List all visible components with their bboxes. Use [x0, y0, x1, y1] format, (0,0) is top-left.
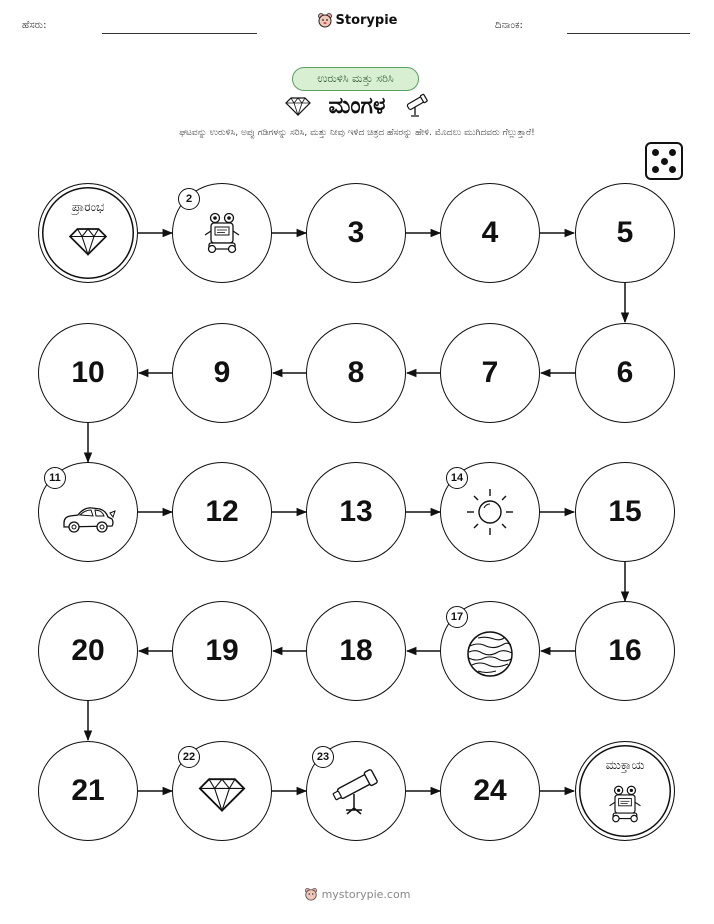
diamond-icon: [68, 226, 108, 256]
cell-number: 3: [347, 216, 365, 249]
cell-number: 7: [481, 356, 499, 389]
cell-number: 19: [205, 634, 239, 667]
board-cell-5[interactable]: [575, 183, 675, 283]
board-cell-23[interactable]: [306, 741, 406, 841]
cell-number: 20: [71, 634, 105, 667]
start-label: ಪ್ರಾರಂಭ: [71, 200, 105, 214]
board-cell-finish[interactable]: [575, 741, 675, 841]
board-cell-19[interactable]: [172, 601, 272, 701]
robot-icon: [200, 211, 244, 255]
board-cell-2[interactable]: [172, 183, 272, 283]
page-title: ಮಂಗಳ: [328, 93, 386, 119]
board-cell-start[interactable]: [38, 183, 138, 283]
board-cell-22[interactable]: [172, 741, 272, 841]
cell-number: 24: [473, 774, 507, 807]
cell-number: 21: [71, 774, 105, 807]
board-cell-4[interactable]: [440, 183, 540, 283]
board-cell-9[interactable]: [172, 323, 272, 423]
cell-badge: 11: [44, 467, 66, 489]
board-cell-21[interactable]: [38, 741, 138, 841]
car-icon: [60, 503, 116, 535]
game-subtitle: ಉರುಳಿಸಿ ಮತ್ತು ಸರಿಸಿ: [292, 67, 419, 91]
cell-number: 12: [205, 495, 239, 528]
cell-number: 4: [481, 216, 499, 249]
footer: [0, 887, 714, 904]
instructions: ಘಟವನ್ನು ಉರುಳಿಸಿ, ಅಪ್ಪು ಗಡಿಗಳನ್ನು ಸರಿಸಿ, ಮತ್ತು ನೀವು ಇಳಿದ ಚಿತ್ರದ ಹೆಸರನ್ನು ಹೇಳಿ. ಮೊದಲು ಮುಗಿದವರು ಗೆಲ್ಲುತ್ತಾರೆ!: [179, 128, 535, 138]
board-cell-11[interactable]: [38, 462, 138, 562]
cell-number: 10: [71, 356, 105, 389]
storypie-logo-icon: [304, 887, 318, 901]
board-cell-6[interactable]: [575, 323, 675, 423]
name-label: ಹೆಸರು:: [22, 20, 47, 31]
cell-badge: 17: [446, 606, 468, 628]
finish-label: ಮುಕ್ತಾಯ: [605, 758, 645, 772]
sun-icon: [463, 485, 517, 539]
date-label: ದಿನಾಂಕ:: [495, 20, 523, 31]
cell-badge: 2: [178, 188, 200, 210]
board-cell-10[interactable]: [38, 323, 138, 423]
planet-icon: [464, 628, 516, 680]
cell-number: 18: [339, 634, 373, 667]
board-cell-12[interactable]: [172, 462, 272, 562]
cell-number: 6: [616, 356, 634, 389]
telescope-icon: [329, 768, 383, 818]
cell-number: 9: [213, 356, 231, 389]
board-cell-18[interactable]: [306, 601, 406, 701]
board-cell-8[interactable]: [306, 323, 406, 423]
cell-badge: 14: [446, 467, 468, 489]
cell-badge: 22: [178, 746, 200, 768]
footer-site[interactable]: mystorypie.com: [321, 887, 411, 901]
board-cell-20[interactable]: [38, 601, 138, 701]
board-cell-3[interactable]: [306, 183, 406, 283]
cell-number: 8: [347, 356, 365, 389]
robot-icon: [605, 784, 645, 824]
cell-number: 13: [339, 495, 373, 528]
cell-number: 15: [608, 495, 642, 528]
board-cell-16[interactable]: [575, 601, 675, 701]
board-cell-17[interactable]: [440, 601, 540, 701]
cell-number: 16: [608, 634, 642, 667]
board-cell-24[interactable]: [440, 741, 540, 841]
brand-name: Storypie: [335, 12, 398, 28]
board-cell-13[interactable]: [306, 462, 406, 562]
cell-number: 5: [616, 216, 634, 249]
board-cell-7[interactable]: [440, 323, 540, 423]
cell-badge: 23: [312, 746, 334, 768]
diamond-icon: [198, 775, 246, 813]
board-cell-15[interactable]: [575, 462, 675, 562]
board-cell-14[interactable]: [440, 462, 540, 562]
